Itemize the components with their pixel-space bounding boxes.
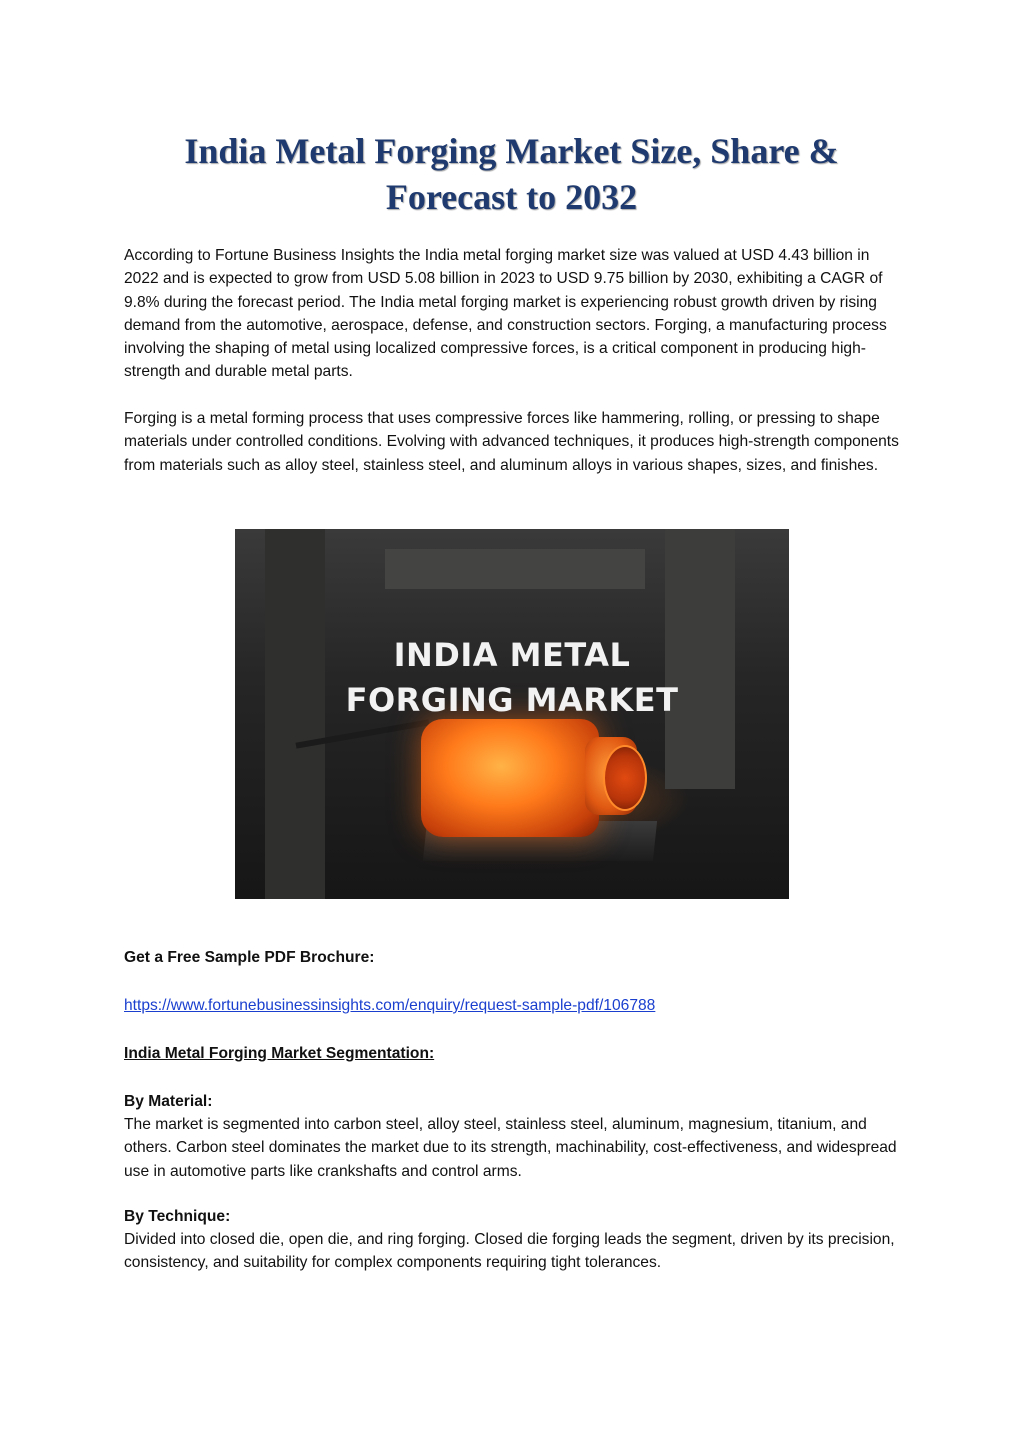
by-material-heading: By Material: — [124, 1093, 213, 1110]
forging-definition-paragraph: Forging is a metal forming process that uses compressive forces like hammering, rolling, or pressing to shape materials under controlled conditions. Evolving with advanced techniques, it produces high-strength components from materials such as alloy steel, stainless steel, and aluminum alloys in various shapes, sizes, and finishes. — [124, 410, 899, 474]
hero-caption-line-2: FORGING MARKET — [345, 681, 679, 719]
billet-end-icon — [603, 745, 647, 811]
sample-pdf-link[interactable]: https://www.fortunebusinessinsights.com/enquiry/request-sample-pdf/106788 — [124, 997, 656, 1014]
document-title — [110, 128, 913, 220]
by-material-text: The market is segmented into carbon steel, alloy steel, stainless steel, aluminum, magnesium, titanium, and others. Carbon steel dominates the market due to its strength, machinability, cost-effectiveness, and widespread use in automotive parts like crankshafts and control arms. — [124, 1116, 897, 1180]
hero-caption-line-1: INDIA METAL — [393, 636, 631, 674]
segmentation-heading: India Metal Forging Market Segmentation: — [124, 1045, 435, 1062]
hero-image — [235, 529, 789, 899]
title-line-1: India Metal Forging Market Size, Share & — [184, 131, 839, 171]
title-line-2: Forecast to 2032 — [385, 177, 638, 217]
glowing-billet-icon — [421, 719, 599, 837]
hero-background-beam — [385, 549, 645, 589]
by-technique-heading: By Technique: — [124, 1208, 231, 1225]
intro-paragraph: According to Fortune Business Insights the India metal forging market size was valued at USD 4.43 billion in 2022 and is expected to grow from USD 5.08 billion in 2023 to USD 9.75 billion by 2030, exhibiting a CAGR of 9.8% during the forecast period. The India metal forging market is experiencing robust growth driven by rising demand from the automotive, aerospace, defense, and construction sectors. Forging, a manufacturing process involving the shaping of metal using localized compressive forces, is a critical component in producing high-strength and durable metal parts. — [124, 247, 887, 381]
by-technique-text: Divided into closed die, open die, and ring forging. Closed die forging leads the segment, driven by its precision, consistency, and suitability for complex components requiring tight tolerances. — [124, 1231, 895, 1272]
sample-brochure-label: Get a Free Sample PDF Brochure: — [124, 949, 375, 966]
hero-caption — [235, 633, 789, 723]
